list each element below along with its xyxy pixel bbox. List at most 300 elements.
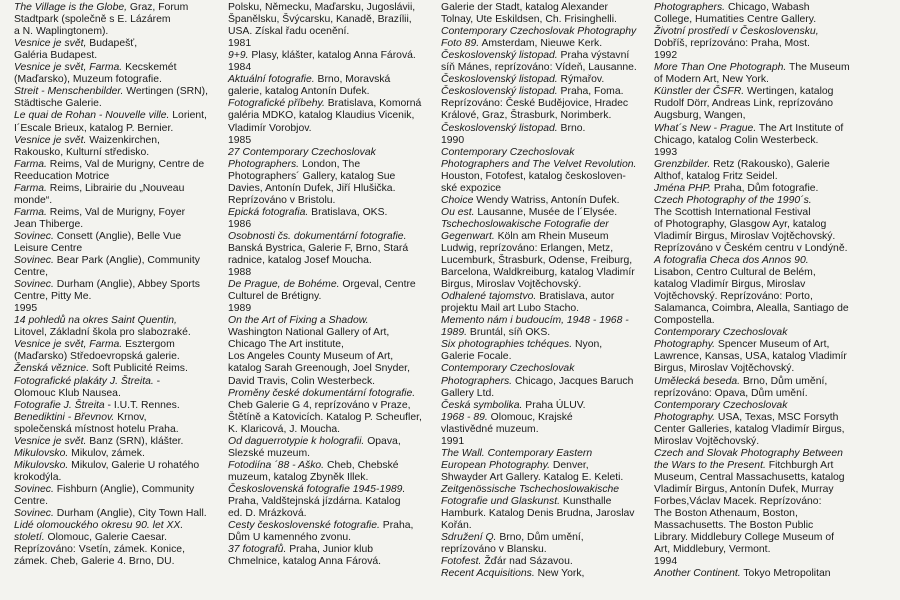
plain-text: Španělsku, Švýcarsku, Kanadě, Brazílii, — [228, 14, 412, 26]
text-line — [441, 231, 646, 243]
text-line — [654, 207, 889, 219]
text-line — [654, 231, 889, 243]
plain-text: Cheb, Chebské — [324, 459, 399, 471]
text-line — [14, 62, 219, 74]
text-line — [228, 207, 433, 219]
plain-text: Štětíně a Katovicích. Katalog P. Scheufler, — [228, 411, 422, 423]
italic-title: A fotografia Checa dos Annos 90. — [654, 255, 809, 267]
italic-title: Zeitgenössische Tschechoslowakische — [441, 483, 620, 495]
text-line — [14, 544, 219, 556]
italic-title: Photographers. — [441, 375, 513, 387]
plain-text: Rudolf Dörr, Andreas Link, reprízováno — [654, 98, 834, 110]
text-line — [228, 544, 433, 556]
text-line — [654, 532, 889, 544]
text-line — [14, 86, 219, 98]
text-line — [228, 436, 433, 448]
plain-text: Budapešť, — [86, 38, 138, 50]
plain-text: katalog Sarah Greenough, Joel Snyder, — [228, 363, 410, 375]
plain-text: Amsterdam, Nieuwe Kerk. — [479, 38, 603, 50]
plain-text: Praha, Junior klub — [286, 544, 373, 556]
plain-text: Wendy Watriss, Antonín Dufek. — [473, 194, 620, 206]
text-line — [14, 496, 219, 508]
italic-title: Osobnosti čs. dokumentární fotografie. — [228, 230, 407, 242]
plain-text: (Maďarsko) Středoevropská galerie. — [14, 351, 180, 363]
plain-text: Houston, Fotofest, katalog českosloven- — [441, 170, 626, 182]
text-line — [441, 532, 646, 544]
text-line — [441, 86, 646, 98]
text-line — [228, 183, 433, 195]
text-line — [441, 520, 646, 532]
plain-text: Kunsthalle — [559, 495, 612, 507]
plain-text: Denver, — [550, 459, 589, 471]
plain-text: reprízováno v Blansku. — [441, 544, 547, 556]
plain-text: Barcelona, Waldkreiburg, katalog Vladimír — [441, 267, 635, 279]
text-line — [654, 484, 889, 496]
text-line — [441, 279, 646, 291]
text-line — [654, 159, 889, 171]
plain-text — [228, 0, 399, 1]
plain-text: galéria MDKO, katalog Klaudius Vicenik, — [228, 110, 415, 122]
text-line — [654, 62, 889, 74]
text-line — [228, 219, 433, 231]
plain-text: Praha, Valdštejnská jízdárna. Katalog — [228, 495, 401, 507]
text-line — [14, 38, 219, 50]
plain-text: I´Escale Brieux, katalog P. Bernier. — [14, 122, 174, 134]
text-line — [14, 363, 219, 375]
plain-text: Esztergom — [122, 339, 175, 351]
plain-text: USA. Získal řadu ocenění. — [228, 26, 350, 38]
text-line — [441, 448, 646, 460]
text-line — [441, 568, 646, 580]
text-line — [14, 123, 219, 135]
italic-title: De Prague, de Bohéme. — [228, 279, 340, 291]
text-line — [228, 291, 433, 303]
text-line — [654, 376, 889, 388]
plain-text: David Travis, Colin Westerbeck. — [228, 375, 376, 387]
text-line — [14, 267, 219, 279]
text-line — [228, 424, 433, 436]
italic-title: Umělecká beseda. — [654, 375, 741, 387]
italic-title: Cesty československé fotografie. — [228, 520, 380, 532]
text-line — [654, 98, 889, 110]
text-line — [654, 436, 889, 448]
text-line — [441, 303, 646, 315]
plain-text: 1985 — [228, 134, 252, 146]
plain-text: Art, Middlebury, Vermont. — [654, 544, 771, 556]
text-line — [228, 508, 433, 520]
italic-title: Grenzbilder. — [654, 158, 711, 170]
plain-text: Chicago, Wabash — [725, 2, 810, 14]
text-line — [228, 171, 433, 183]
italic-title: Aktuální fotografie. — [228, 74, 315, 86]
text-line — [14, 291, 219, 303]
plain-text: Reeducation Motrice — [14, 170, 110, 182]
plain-text: Slezské muzeum. — [228, 447, 310, 459]
plain-text: Reims, Val de Murigny, Foyer — [46, 206, 186, 218]
text-line — [228, 448, 433, 460]
text-line — [14, 2, 219, 14]
plain-text: (Maďarsko), Muzeum fotografie. — [14, 74, 162, 86]
plain-text: Plasy, klášter, katalog Anna Fárová. — [248, 50, 416, 62]
text-line — [441, 38, 646, 50]
plain-text: K. Klaricová, J. Moucha. — [228, 423, 341, 435]
plain-text: Vladimír Birgus, Antonín Dufek, Murray — [654, 483, 834, 495]
text-line — [441, 544, 646, 556]
plain-text: Washington National Gallery of Art, — [228, 327, 390, 339]
plain-text: Lisabon, Centro Cultural de Belém, — [654, 267, 816, 279]
plain-text: Banz (SRN), klášter. — [86, 435, 184, 447]
plain-text: Althof, katalog Fritz Seidel. — [654, 170, 778, 182]
text-line — [654, 339, 889, 351]
text-line — [441, 496, 646, 508]
italic-title: The Village is the Globe, — [14, 2, 128, 14]
text-line — [441, 62, 646, 74]
text-line — [228, 38, 433, 50]
italic-title: The Wall. Contemporary Eastern — [441, 447, 593, 459]
plain-text: Durham (Anglie), City Town Hall. — [53, 508, 207, 520]
italic-title: Farma. — [14, 206, 47, 218]
plain-text: 1986 — [228, 218, 252, 230]
italic-title: Životní prostředí v Československu, — [654, 26, 819, 38]
italic-title: Sovinec. — [14, 483, 54, 495]
text-line — [228, 98, 433, 110]
plain-text: Chmelnice, katalog Anna Fárová. — [228, 556, 382, 568]
plain-text: of Photography, Glasgow Ayr, katalog — [654, 218, 827, 230]
plain-text: vlastivědné muzeum. — [441, 423, 539, 435]
plain-text: Lawrence, Kansas, USA, katalog Vladimír — [654, 351, 847, 363]
plain-text: Davies, Antonín Dufek, Jiří Hlušička. — [228, 182, 396, 194]
italic-title: Gegenwart. — [441, 230, 495, 242]
text-line — [654, 315, 889, 327]
text-line — [654, 267, 889, 279]
plain-text: Lucemburk, Štrasburk, Odense, Freiburg, — [441, 255, 633, 267]
text-line — [654, 219, 889, 231]
plain-text: Vladimír Vorobjov. — [228, 122, 312, 134]
italic-title: Foto 89. — [441, 38, 480, 50]
plain-text: Bratislava, OKS. — [308, 206, 388, 218]
text-line — [441, 327, 646, 339]
italic-title: Fotografie und Glaskunst. — [441, 495, 560, 507]
text-column-3 — [441, 0, 646, 580]
text-line — [228, 26, 433, 38]
plain-text: Žďár nad Sázavou. — [481, 556, 573, 568]
text-line — [654, 255, 889, 267]
italic-title: Künstler der ČSFR. — [654, 86, 745, 98]
text-line — [14, 279, 219, 291]
plain-text: Library. Middlebury College Museum of — [654, 532, 834, 544]
text-line — [228, 496, 433, 508]
text-line — [654, 400, 889, 412]
plain-text: muzeum, katalog Zbyněk Illek. — [228, 471, 369, 483]
plain-text: of Modern Art, New York. — [654, 74, 769, 86]
plain-text: London, The — [299, 158, 361, 170]
italic-title: Československý listopad. — [441, 122, 558, 134]
text-line — [441, 159, 646, 171]
text-line — [14, 388, 219, 400]
text-line — [441, 412, 646, 424]
plain-text: ed. D. Mrázková. — [228, 508, 307, 520]
plain-text: Spencer Museum of Art, — [715, 339, 830, 351]
text-line — [14, 424, 219, 436]
italic-title: Odhalené tajomstvo. — [441, 291, 537, 303]
italic-title: Vesnice je svět. — [14, 435, 87, 447]
text-line — [228, 472, 433, 484]
italic-title: Proměny české dokumentární fotografie. — [228, 387, 416, 399]
plain-text: Durham (Anglie), Abbey Sports — [53, 279, 200, 291]
plain-text: Chicago, Jacques Baruch — [512, 375, 634, 387]
plain-text: Soft Publicité Reims. — [89, 363, 188, 375]
plain-text: katalog Vladimír Birgus, Miroslav — [654, 279, 806, 291]
text-line — [228, 412, 433, 424]
italic-title: More Than One Photograph. — [654, 62, 787, 74]
italic-title: 1968 - 89. — [441, 411, 488, 423]
text-line — [654, 74, 889, 86]
text-line — [14, 195, 219, 207]
plain-text: Lorient, — [169, 110, 207, 122]
italic-title: Fotografie J. Štreita — [14, 399, 105, 411]
plain-text: 1981 — [228, 38, 252, 50]
text-line — [14, 159, 219, 171]
text-line — [441, 436, 646, 448]
text-line — [228, 255, 433, 267]
text-line — [441, 339, 646, 351]
text-line — [14, 14, 219, 26]
text-line — [14, 147, 219, 159]
text-line — [14, 412, 219, 424]
italic-title — [14, 0, 86, 1]
text-line — [654, 363, 889, 375]
text-line — [14, 135, 219, 147]
text-line — [228, 351, 433, 363]
text-line — [441, 195, 646, 207]
italic-title: Photography. — [654, 339, 716, 351]
plain-text: síň Mánes, reprízováno: Vídeň, Lausanne. — [441, 62, 637, 74]
italic-title: Vesnice je svět, Farma. — [14, 62, 123, 74]
text-line — [14, 110, 219, 122]
plain-text: Stadtpark (společně s E. Lázárem — [14, 14, 171, 26]
plain-text: Retz (Rakousko), Galerie — [710, 158, 830, 170]
italic-title: Fotografické příbehy. — [228, 98, 325, 110]
italic-title: Československý listopad. — [441, 74, 558, 86]
text-line — [654, 412, 889, 424]
text-line — [228, 556, 433, 568]
plain-text: Museum, Central Massachusetts, katalog — [654, 471, 845, 483]
plain-text: Galéria Budapest. — [14, 50, 98, 62]
text-line — [14, 243, 219, 255]
italic-title: Československý listopad. — [441, 50, 558, 62]
italic-title: Farma. — [14, 182, 47, 194]
plain-text: Centre, — [14, 267, 49, 279]
text-line — [654, 38, 889, 50]
plain-text: Fitchburgh Art — [765, 459, 834, 471]
italic-title: Another Continent. — [654, 568, 741, 580]
text-line — [654, 243, 889, 255]
plain-text: The Scottish International Festival — [654, 206, 811, 218]
plain-text: Graz, Forum — [127, 2, 189, 14]
plain-text: Reprízováno v Českém centru v Londýně. — [654, 242, 848, 254]
italic-title: Fotodiína ´88 - Aško. — [228, 459, 325, 471]
text-line — [14, 207, 219, 219]
italic-title: 9+9. — [228, 50, 249, 62]
text-line — [441, 363, 646, 375]
text-line — [228, 231, 433, 243]
plain-text: Kecskemét — [122, 62, 177, 74]
text-line — [441, 243, 646, 255]
plain-text: Bear Park (Anglie), Community — [53, 255, 200, 267]
plain-text: Dobříš, reprízováno: Praha, Most. — [654, 38, 810, 50]
text-line — [441, 556, 646, 568]
plain-text: Vojtěchovský. Reprízováno: Porto, — [654, 291, 813, 303]
plain-text: Reprízováno: Vsetín, zámek. Konice, — [14, 544, 185, 556]
plain-text: USA, Texas, MSC Forsyth — [715, 411, 839, 423]
italic-title: Contemporary Czechoslovak — [654, 399, 788, 411]
plain-text: Brno. — [557, 122, 586, 134]
text-line — [228, 376, 433, 388]
italic-title: Memento nám i budoucím, 1948 - 1968 - — [441, 315, 629, 327]
plain-text: Miroslav Vojtěchovský. — [654, 435, 760, 447]
text-line — [228, 135, 433, 147]
text-line — [441, 147, 646, 159]
italic-title: Vesnice je svět. — [14, 134, 87, 146]
italic-title: Contemporary Czechoslovak — [654, 327, 788, 339]
text-line — [654, 123, 889, 135]
text-line — [14, 484, 219, 496]
text-line — [14, 508, 219, 520]
text-line — [14, 231, 219, 243]
plain-text: Králové, Graz, Štrasburk, Norimberk. — [441, 110, 612, 122]
text-line — [441, 135, 646, 147]
italic-title: Photography. — [654, 411, 716, 423]
italic-title: On the Art of Fixing a Shadow. — [228, 315, 369, 327]
plain-text: - I.U.T. Rennes. — [104, 399, 180, 411]
text-line — [228, 303, 433, 315]
plain-text: 1992 — [654, 50, 678, 62]
plain-text: The Art Institute of — [756, 122, 844, 134]
text-line — [14, 351, 219, 363]
text-line — [14, 556, 219, 568]
text-line — [441, 171, 646, 183]
text-line — [441, 484, 646, 496]
text-line — [228, 159, 433, 171]
text-line — [228, 86, 433, 98]
plain-text: Vladimír Birgus, Miroslav Vojtěchovský. — [654, 230, 836, 242]
text-line — [14, 436, 219, 448]
plain-text: - — [153, 375, 161, 387]
plain-text: New York, — [534, 568, 585, 580]
plain-text: Städtische Galerie. — [14, 98, 102, 110]
italic-title: Vesnice je svět, — [14, 38, 87, 50]
text-line — [441, 400, 646, 412]
plain-text: Olomouc Klub Nausea. — [14, 387, 121, 399]
plain-text: 1990 — [441, 134, 465, 146]
plain-text: The Museum — [786, 62, 850, 74]
italic-title: Choice — [441, 194, 474, 206]
text-column-2 — [228, 0, 433, 568]
plain-text: Reprízováno: České Budějovice, Hradec — [441, 98, 629, 110]
italic-title: Czech and Slovak Photography Between — [654, 447, 843, 459]
plain-text: Reims, Librairie du „Nouveau — [46, 182, 185, 194]
plain-text: Polsku, Německu, Maďarsku, Jugoslávii, — [228, 2, 416, 14]
plain-text: Cheb Galerie G 4, reprízováno v Praze, — [228, 399, 411, 411]
text-line — [654, 520, 889, 532]
plain-text: společenská místnost hotelu Praha. — [14, 423, 179, 435]
text-line — [228, 363, 433, 375]
text-line — [228, 2, 433, 14]
text-line — [441, 472, 646, 484]
text-line — [228, 14, 433, 26]
plain-text: Rýmařov. — [557, 74, 605, 86]
plain-text: Culturel de Brétigny. — [228, 291, 322, 303]
text-line — [228, 123, 433, 135]
plain-text: Brno, Dům umění, — [740, 375, 828, 387]
text-line — [654, 544, 889, 556]
italic-title: 14 pohledů na okres Saint Quentin, — [14, 315, 177, 327]
italic-title: 37 fotografů. — [228, 544, 287, 556]
text-line — [654, 496, 889, 508]
text-line — [654, 388, 889, 400]
plain-text: The Boston Athenaum, Boston, — [654, 508, 798, 520]
text-line — [654, 424, 889, 436]
text-line — [14, 303, 219, 315]
text-column-1 — [14, 0, 219, 568]
text-line — [14, 376, 219, 388]
italic-title: Od daguerrotypie k holografii. — [228, 435, 365, 447]
italic-title: Czech Photography of the 1990´s. — [654, 194, 812, 206]
text-line — [654, 171, 889, 183]
text-line — [228, 484, 433, 496]
plain-text: Wertingen (SRN), — [123, 86, 209, 98]
text-line — [441, 376, 646, 388]
text-line — [228, 388, 433, 400]
italic-title: Sovinec. — [14, 508, 54, 520]
italic-title: Sovinec. — [14, 255, 54, 267]
text-line — [654, 327, 889, 339]
italic-title: What´s New - Prague. — [654, 122, 757, 134]
plain-text: Center Galleries, katalog Vladimír Birgus, — [654, 423, 845, 435]
italic-title: Le quai de Rohan - Nouvelle ville. — [14, 110, 170, 122]
italic-title: Sdružení Q. — [441, 532, 497, 544]
plain-text — [86, 0, 200, 1]
italic-title: Mikulovsko. — [14, 459, 69, 471]
plain-text: Mikulov, Galerie U rohatého — [68, 459, 200, 471]
italic-title: Contemporary Czechoslovak — [441, 146, 575, 158]
italic-title: 27 Contemporary Czechoslovak — [228, 146, 376, 158]
plain-text: Bratislava, autor — [536, 291, 615, 303]
plain-text: reprízováno: Opava, Dům umění. — [654, 387, 808, 399]
plain-text: Consett (Anglie), Belle Vue — [53, 230, 182, 242]
text-line — [14, 74, 219, 86]
italic-title: Sovinec. — [14, 279, 54, 291]
text-line — [654, 26, 889, 38]
italic-title: Fotografické plakáty J. Štreita. — [14, 375, 154, 387]
plain-text: a N. Waplingtonem). — [14, 26, 109, 38]
plain-text: galerie, katalog Antonín Dufek. — [228, 86, 370, 98]
text-line — [14, 171, 219, 183]
text-line — [441, 424, 646, 436]
plain-text: Praha, Foma. — [557, 86, 624, 98]
plain-text: Compostella. — [654, 315, 715, 327]
text-line — [14, 339, 219, 351]
text-line — [228, 147, 433, 159]
text-line — [228, 520, 433, 532]
text-line — [228, 315, 433, 327]
text-line — [441, 388, 646, 400]
italic-title: Lidé olomouckého okresu 90. let XX. — [14, 520, 184, 532]
text-line — [14, 219, 219, 231]
plain-text: Praha ÚLUV. — [522, 399, 586, 411]
italic-title: Sovinec. — [14, 230, 54, 242]
text-line — [654, 183, 889, 195]
